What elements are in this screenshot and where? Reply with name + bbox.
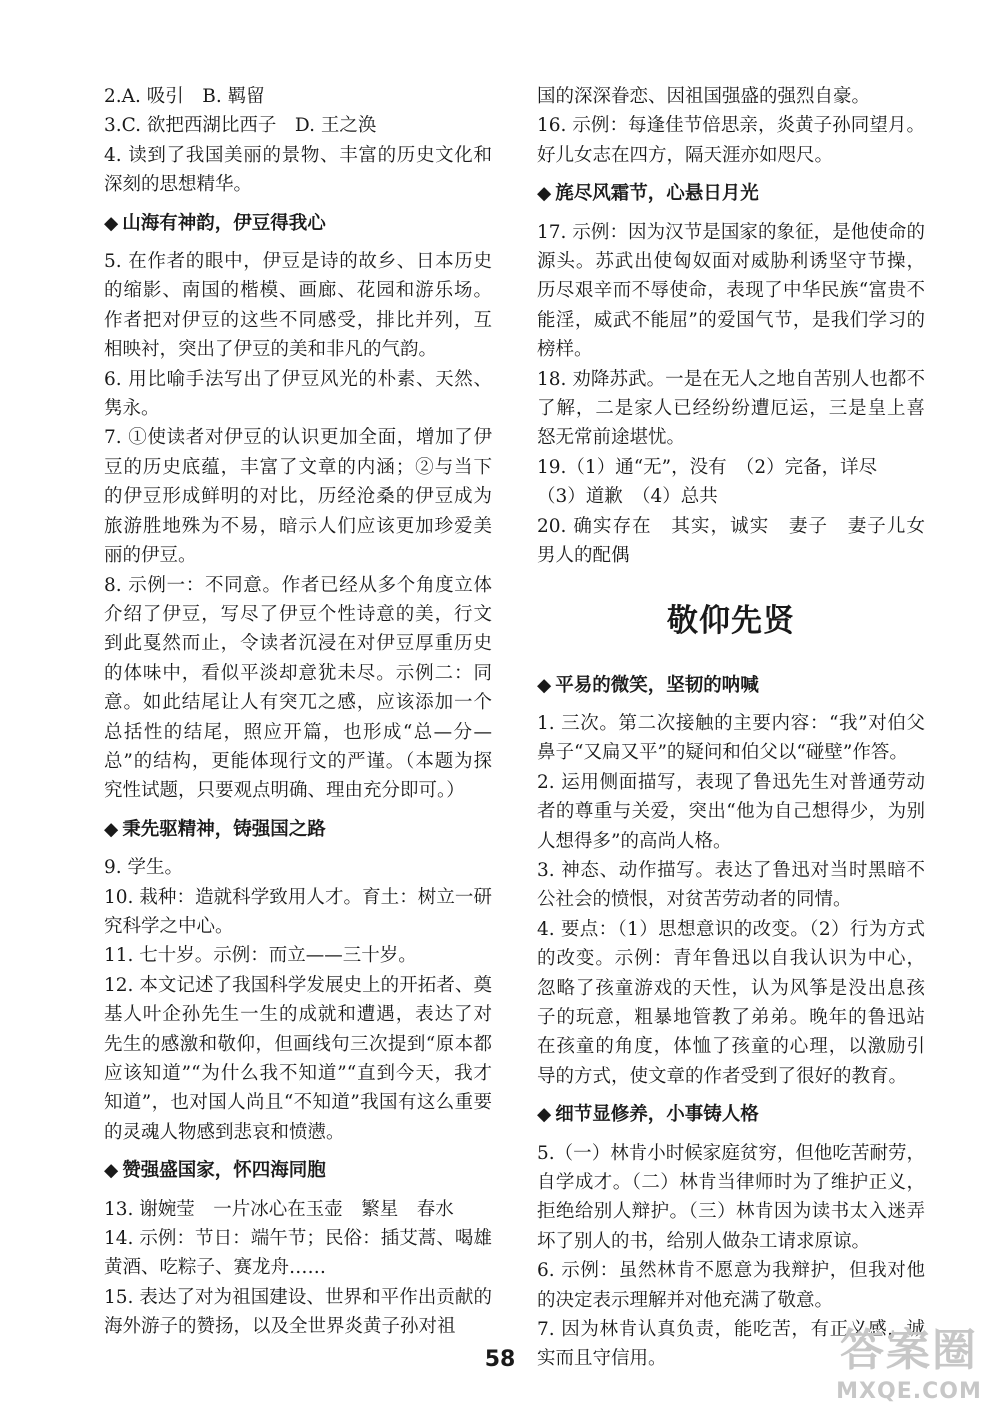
answer-item: 3. 神态、动作描写。表达了鲁迅对当时黑暗不公社会的愤恨，对贫苦劳动者的同情。 — [537, 859, 925, 911]
section-heading — [537, 1100, 925, 1129]
answer-item: 9. 学生。 — [104, 857, 184, 879]
section-heading-text: 平易的微笑，坚韧的呐喊 — [555, 674, 759, 696]
watermark-url: MXQE.COM — [836, 1379, 982, 1404]
answer-item: 5. 在作者的眼中，伊豆是诗的故乡、日本历史的缩影、南国的楷模、画廊、花园和游乐场。作者把对伊豆的这些不同感受，排比并列，互相映衬，突出了伊豆的美和非凡的气韵。 — [104, 251, 492, 361]
answer-item: 20. 确实存在 其实，诚实 妻子 妻子儿女 男人的配偶 — [537, 515, 944, 567]
answer-item: 19.（1）通“无”，没有 （2）完备，详尽 — [537, 456, 878, 478]
answer-item: 2. 运用侧面描写，表现了鲁迅先生对普通劳动者的尊重与关爱，突出“他为自己想得少，为别人想得多”的高尚人格。 — [537, 771, 925, 852]
section-heading-text: 山海有神韵，伊豆得我心 — [122, 212, 326, 234]
answer-item: 14. 示例：节日：端午节；民俗：插艾蒿、喝雄黄酒、吃粽子、赛龙舟…… — [104, 1228, 492, 1279]
answer-item: 8. 示例一：不同意。作者已经从多个角度立体介绍了伊豆，写尽了伊豆个性诗意的美，行文到此戛然而止，令读者沉浸在对伊豆厚重历史的体味中，看似平淡却意犹未尽。示例二：同意。如此结尾让人有突兀之感，应该添加一个总括性的结尾，照应开篇，也形成“总—分—总”的结构，更能体现行文的严谨。（本题为探究性试题，只要观点明确、理由充分即可。） — [104, 574, 492, 802]
answer-item: 6. 用比喻手法写出了伊豆风光的朴素、天然、隽永。 — [104, 368, 492, 420]
diamond-icon: ◆ — [104, 818, 119, 840]
answer-item: 2.A. 吸引 B. 羁留 — [104, 86, 265, 107]
left-column — [104, 82, 492, 1342]
answer-item: （3）道歉 （4）总共 — [537, 486, 718, 508]
answer-item: 17. 示例：因为汉节是国家的象征，是他使命的源头。苏武出使匈奴面对威胁利诱坚守节操，历尽艰辛而不辱使命，表现了中华民族“富贵不能淫，威武不能屈”的爱国气节，是我们学习的榜样。 — [537, 221, 925, 361]
answer-item: 6. 示例：虽然林肯不愿意为我辩护，但我对他的决定表示理解并对他充满了敬意。 — [537, 1260, 925, 1311]
right-column — [537, 82, 944, 1374]
section-heading-text: 秉先驱精神，铸强国之路 — [122, 818, 326, 840]
section-heading — [537, 671, 925, 700]
answer-item: 4. 读到了我国美丽的景物、丰富的历史文化和深刻的思想精华。 — [104, 144, 492, 196]
answer-item: 11. 七十岁。示例：而立——三十岁。 — [104, 945, 417, 967]
answer-item: 3.C. 欲把西湖比西子 D. 王之涣 — [104, 115, 377, 137]
answer-item: 10. 栽种：造就科学致用人才。育土：树立一研究科学之中心。 — [104, 886, 492, 937]
watermark-text: 答案圈 — [840, 1325, 978, 1376]
answer-item: 13. 谢婉莹 一片冰心在玉壶 繁星 春水 — [104, 1198, 454, 1220]
section-heading — [104, 209, 492, 238]
answer-item: 7. ①使读者对伊豆的认识更加全面，增加了伊豆的历史底蕴，丰富了文章的内涵；②与当下的伊豆形成鲜明的对比，历经沧桑的伊豆成为旅游胜地殊为不易，暗示人们应该更加珍爱美丽的伊豆。 — [104, 427, 492, 567]
diamond-icon: ◆ — [104, 212, 119, 234]
section-heading-text: 赞强盛国家，怀四海同胞 — [122, 1160, 326, 1182]
answer-item: 15. 表达了对为祖国建设、世界和平作出贡献的海外游子的赞扬，以及全世界炎黄子孙对祖 — [104, 1286, 492, 1338]
section-heading-text: 细节显修养，小事铸人格 — [555, 1104, 759, 1126]
answer-item: 国的深深眷恋、因祖国强盛的强烈自豪。 — [537, 86, 871, 107]
answer-item: 16. 示例：每逢佳节倍思亲，炎黄子孙同望月。好儿女志在四方，隔天涯亦如咫尺。 — [537, 115, 925, 166]
answer-item: 18. 劝降苏武。一是在无人之地自苦别人也都不了解，二是家人已经纷纷遭厄运，三是皇上喜怒无常前途堪忧。 — [537, 368, 925, 449]
unit-title: 敬仰先贤 — [667, 602, 795, 639]
answer-item: 5.（一）林肯小时候家庭贫穷，但他吃苦耐劳，自学成才。（二）林肯当律师时为了维护正义，拒绝给别人辩护。（三）林肯因为读书太入迷弄坏了别人的书，给别人做杂工请求原谅。 — [537, 1142, 925, 1252]
diamond-icon: ◆ — [104, 1160, 119, 1182]
section-heading — [104, 1156, 492, 1185]
diamond-icon: ◆ — [537, 674, 552, 696]
section-heading-text: 旄尽风霜节，心悬日月光 — [555, 183, 759, 205]
section-heading — [104, 815, 492, 844]
answer-item: 7. 因为林肯认真负责，能吃苦，有正义感，诚实而且守信用。 — [537, 1319, 925, 1370]
diamond-icon: ◆ — [537, 1104, 552, 1126]
section-heading — [537, 179, 925, 208]
answer-item: 1. 三次。第二次接触的主要内容：“我”对伯父鼻子“又扁又平”的疑问和伯父以“碰壁”作答。 — [537, 712, 925, 764]
answer-item: 12. 本文记述了我国科学发展史上的开拓者、奠基人叶企孙先生一生的成就和遭遇，表达了对先生的感激和敬仰，但画线句三次提到“原本都应该知道”“为什么我不知道”“直到今天，我才知道”，也对国人尚且“不知道”我国有这么重要的灵魂人物感到悲哀和愤懑。 — [104, 974, 492, 1143]
diamond-icon: ◆ — [537, 183, 552, 205]
answer-item: 4. 要点：（1）思想意识的改变。（2）行为方式的改变。示例：青年鲁迅以自我认识为中心，忽略了孩童游戏的天性，认为风筝是没出息孩子的玩意，粗暴地管教了弟弟。晚年的鲁迅站在孩童的角度，体恤了孩童的心理，以激励引导的方式，使文章的作者受到了很好的教育。 — [537, 918, 925, 1087]
page-number: 58 — [484, 1347, 516, 1372]
